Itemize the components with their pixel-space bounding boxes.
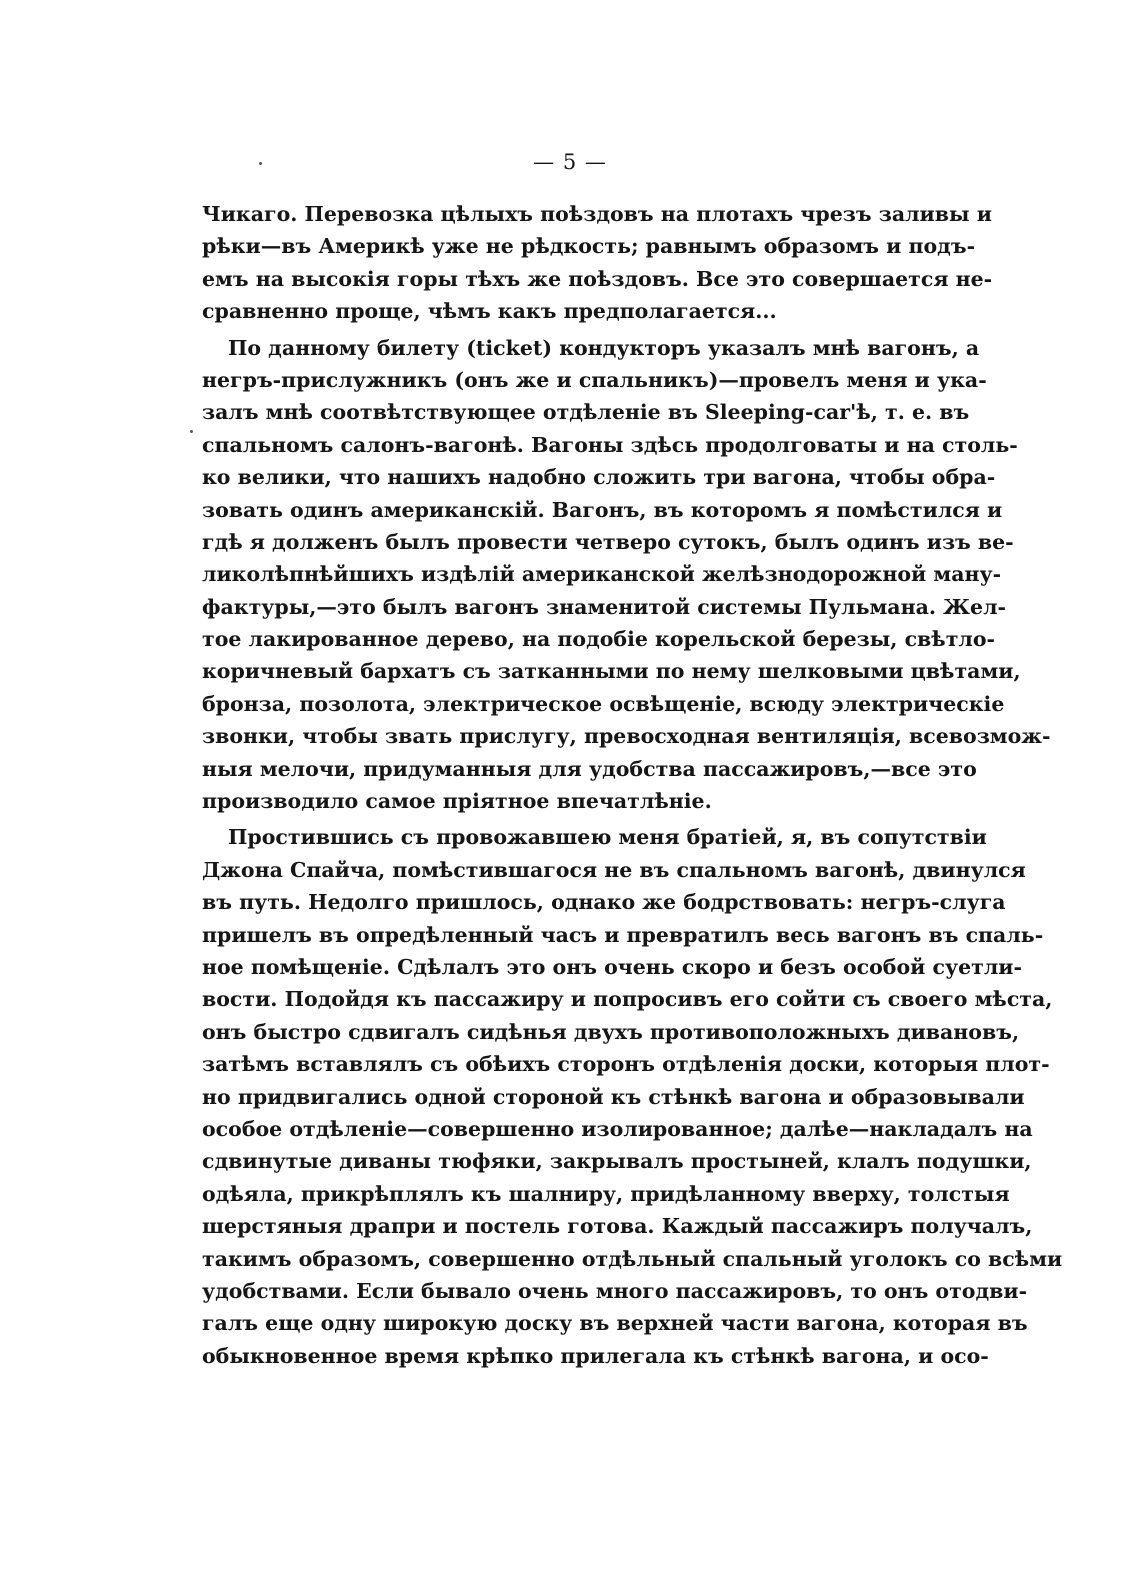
text-line: гдѣ я долженъ былъ провести четверо сутокъ, былъ одинъ изъ ве- bbox=[202, 529, 1014, 554]
text-line: шерстяныя драпри и постель готова. Каждый пассажиръ получалъ, bbox=[202, 1214, 1033, 1239]
text-line: коричневый бархатъ съ затканными по нему шелковыми цвѣтами, bbox=[202, 659, 1021, 684]
text-line: сдвинутые диваны тюфяки, закрывалъ простыней, клалъ подушки, bbox=[202, 1149, 1032, 1174]
text-line: залъ мнѣ соотвѣтствующее отдѣленіе въ Sleeping-car'ѣ, т. е. въ bbox=[202, 400, 970, 425]
text-line: ное помѣщеніе. Сдѣлалъ это онъ очень скоро и безъ особой суетли- bbox=[202, 954, 1022, 979]
text-line: ныя мелочи, придуманныя для удобства пассажировъ,—все это bbox=[202, 756, 977, 781]
text-line: Чикаго. Перевозка цѣлыхъ поѣздовъ на плотахъ чрезъ заливы и bbox=[202, 202, 992, 226]
text-line: одѣяла, прикрѣплялъ къ шалниру, придѣланному вверху, толстыя bbox=[202, 1181, 1010, 1206]
text-line: фактуры,—это былъ вагонъ знаменитой системы Пульмана. Жел- bbox=[202, 594, 1007, 619]
text-line: негръ-прислужникъ (онъ же и спальникъ)—провелъ меня и ука- bbox=[202, 367, 987, 392]
text-line: тое лакированное дерево, на подобіе корельской березы, свѣтло- bbox=[202, 627, 996, 652]
text-line: звонки, чтобы звать прислугу, превосходная вентиляція, всевозмож- bbox=[202, 724, 1051, 749]
text-line: въ путь. Недолго пришлось, однако же бодрствовать: негръ-слуга bbox=[202, 890, 1006, 915]
text-line: но придвигались одной стороной къ стѣнкѣ вагона и образовывали bbox=[202, 1084, 1025, 1109]
text-line: зовать одинъ американскій. Вагонъ, въ которомъ я помѣстился и bbox=[202, 497, 1003, 522]
text-line: емъ на высокія горы тѣхъ же поѣздовъ. Все это совершается не- bbox=[202, 266, 993, 291]
page-number: — 5 — bbox=[533, 150, 607, 174]
body-text bbox=[202, 198, 1063, 1372]
text-line: особое отдѣленіе—совершенно изолированное; далѣе—накладалъ на bbox=[202, 1116, 1033, 1141]
text-line: рѣки—въ Америкѣ уже не рѣдкость; равнымъ образомъ и подъ- bbox=[202, 234, 976, 259]
paragraph bbox=[202, 821, 1063, 1372]
text-line: удобствами. Если бывало очень много пассажировъ, то онъ отодви- bbox=[202, 1278, 1028, 1303]
text-line: галъ еще одну широкую доску въ верхней части вагона, которая въ bbox=[202, 1311, 1028, 1336]
text-line: обыкновенное время крѣпко прилегала къ стѣнкѣ вагона, и осо- bbox=[202, 1343, 989, 1368]
paragraph bbox=[202, 198, 993, 328]
text-line: затѣмъ вставлялъ съ обѣихъ сторонъ отдѣленія доски, которыя плот- bbox=[202, 1052, 1050, 1077]
text-line: производило самое пріятное впечатлѣніе. bbox=[202, 789, 712, 814]
text-line: ликолѣпнѣйшихъ издѣлій американской желѣзнодорожной ману- bbox=[202, 562, 1002, 587]
text-line: вости. Подойдя къ пассажиру и попросивъ его сойти съ своего мѣста, bbox=[202, 987, 1053, 1012]
text-line: По данному билету (ticket) кондукторъ указалъ мнѣ вагонъ, а bbox=[228, 335, 980, 360]
text-line: Джона Спайча, помѣстившагося не въ спальномъ вагонѣ, двинулся bbox=[202, 857, 1026, 882]
text-line: ко велики, что нашихъ надобно сложить три вагона, чтобы обра- bbox=[202, 465, 996, 490]
text-line: спальномъ салонъ-вагонѣ. Вагоны здѣсь продолговаты и на столь- bbox=[202, 432, 1018, 457]
paragraph bbox=[202, 332, 1051, 818]
text-line: сравненно проще, чѣмъ какъ предполагается... bbox=[202, 299, 777, 324]
text-line: Простившись съ провожавшею меня братіей, я, въ сопутствіи bbox=[228, 825, 987, 850]
text-line: пришелъ въ опредѣленный часъ и превратилъ весь вагонъ въ спаль- bbox=[202, 922, 1044, 947]
text-line: бронза, позолота, электрическое освѣщеніе, всюду электрическіе bbox=[202, 691, 1005, 716]
print-speck bbox=[190, 430, 193, 433]
text-line: онъ быстро сдвигалъ сидѣнья двухъ противоположныхъ дивановъ, bbox=[202, 1019, 1020, 1044]
text-line: такимъ образомъ, совершенно отдѣльный спальный уголокъ со всѣми bbox=[202, 1246, 1063, 1271]
